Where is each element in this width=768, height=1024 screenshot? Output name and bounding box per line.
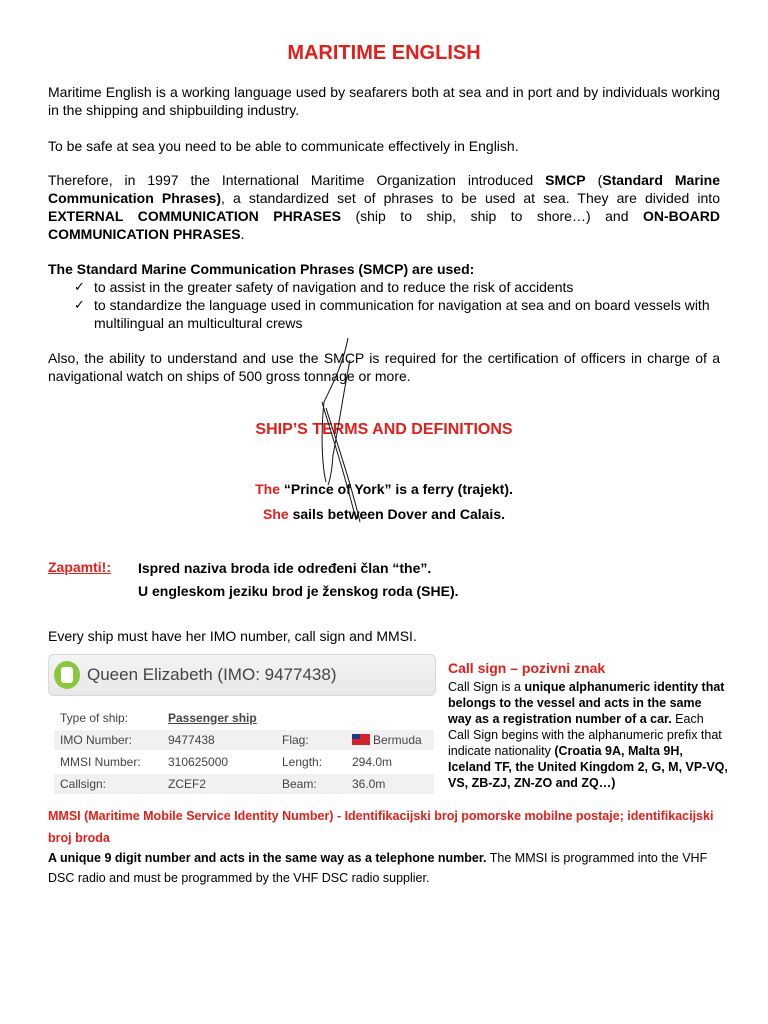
call-sign-title: Call sign – pozivni znak	[448, 660, 606, 676]
ship-card-header	[48, 654, 436, 696]
certification-paragraph: Also, the ability to understand and use the SMCP is required for the certification of officers in charge of a navigational watch on ships of 500 gross tonnage or more.	[48, 350, 720, 384]
mmsi-description: A unique 9 digit number and acts in the same way as a telephone number. The MMSI is programmed into the VHF DSC radio and must be programmed by the VHF DSC radio supplier.	[48, 851, 708, 885]
table-row: Callsign: ZCEF2 Beam: 36.0m	[54, 774, 434, 794]
safety-paragraph: To be safe at sea you need to be able to communicate effectively in English.	[48, 138, 519, 154]
imo-requirement-line: Every ship must have her IMO number, call sign and MMSI.	[48, 628, 417, 644]
page-title: MARITIME ENGLISH	[287, 42, 481, 64]
example-line-2: She sails between Dover and Calais.	[263, 506, 505, 522]
note-line-1: Ispred naziva broda ide određeni član “the”.	[138, 560, 432, 576]
smcp-paragraph: Therefore, in 1997 the International Maritime Organization introduced SMCP (Standard Marine Communication Phrases), a standardized set of phrases to be used at sea. They are divided into EXTERNAL COMMUNICATION PHRASES (ship to ship, ship to shore…) and ON-BOARD COMMUNICATION PHRASES.	[48, 172, 720, 242]
table-row: IMO Number: 9477438 Flag: Bermuda	[54, 730, 434, 750]
section-title: SHIP’S TERMS AND DEFINITIONS	[255, 421, 513, 438]
smcp-uses-list	[74, 278, 720, 332]
ship-info-card	[48, 654, 436, 800]
bermuda-flag-icon	[352, 734, 370, 745]
example-line-1: The “Prince of York” is a ferry (trajekt).	[255, 481, 513, 497]
check-mark-icon: ✓	[74, 297, 85, 312]
ship-card-title: Queen Elizabeth (IMO: 9477438)	[87, 665, 337, 684]
note-label: Zapamti!:	[48, 559, 111, 575]
check-mark-icon: ✓	[74, 279, 85, 294]
call-sign-description: Call Sign is a unique alphanumeric identity that belongs to the vessel and acts in the same way as a registration number of a car. Each Call Sign begins with the alphanumeric prefix that indicate nationality (Croatia 9A, Malta 9H, Iceland TF, the United Kingdom 2, G, M, VP-VQ, VS, ZB-ZJ, ZN-ZO and ZQ…)	[448, 680, 728, 790]
note-line-2: U engleskom jeziku brod je ženskog roda (SHE).	[138, 583, 459, 599]
smcp-uses-heading: The Standard Marine Communication Phrases (SMCP) are used:	[48, 261, 475, 277]
table-row: MMSI Number: 310625000 Length: 294.0m	[60, 755, 393, 769]
cruise-line-logo-icon	[54, 661, 80, 689]
list-item: ✓ to assist in the greater safety of navigation and to reduce the risk of accidents	[74, 279, 574, 295]
list-item: ✓ to standardize the language used in communication for navigation at sea and on board vessels with multilingual an multicultural crews	[74, 297, 710, 331]
table-row: Type of ship: Passenger ship	[60, 711, 257, 725]
intro-paragraph: Maritime English is a working language used by seafarers both at sea and in port and by individuals working in the shipping and shipbuilding industry.	[48, 84, 720, 118]
mmsi-title: MMSI (Maritime Mobile Service Identity Number) - Identifikacijski broj pomorske mobilne postaje; identifikacijski broj broda	[48, 809, 714, 845]
